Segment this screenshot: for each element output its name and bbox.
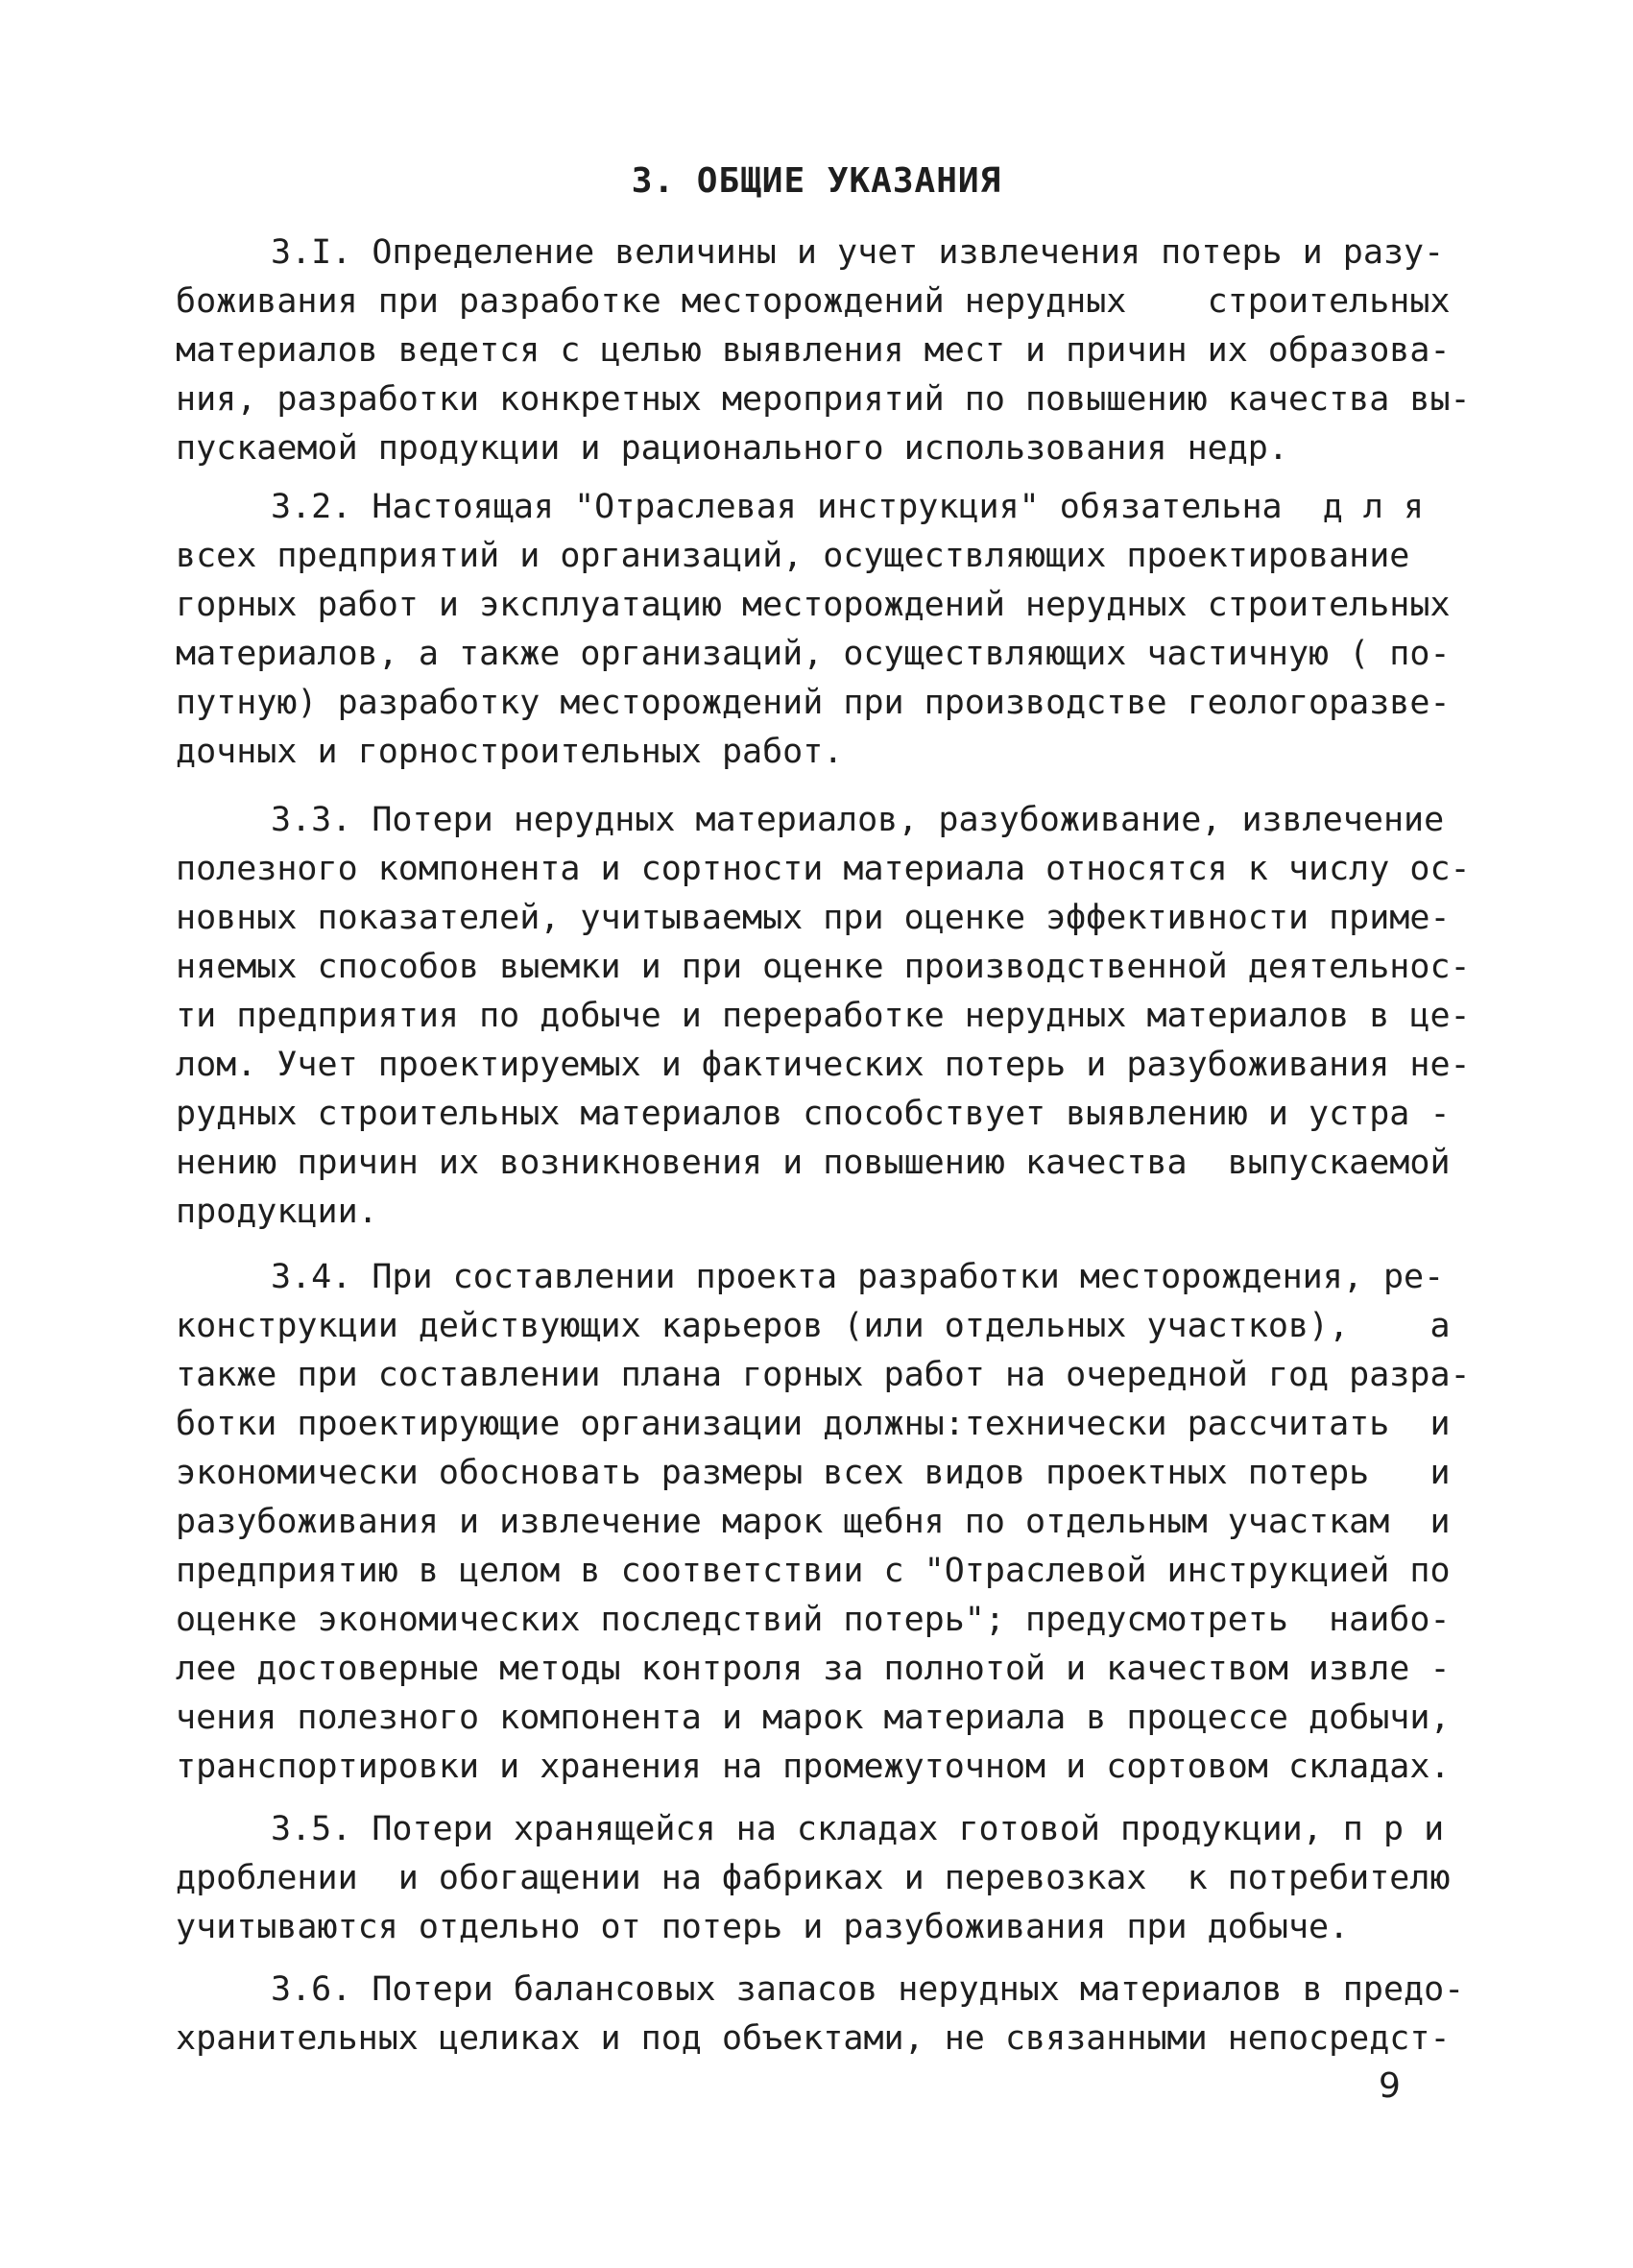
section-heading: 3. ОБЩИЕ УКАЗАНИЯ (631, 161, 1002, 201)
text-line: ботки проектирующие организации должны:технически рассчитать и (176, 1405, 1451, 1443)
text-line: лее достоверные методы контроля за полнотой и качеством извле - (176, 1650, 1451, 1688)
text-line: разубоживания и извлечение марок щебня по отдельным участкам и (176, 1503, 1451, 1541)
text-line: полезного компонента и сортности материала относятся к числу ос- (176, 850, 1471, 888)
text-line: новных показателей, учитываемых при оценке эффективности приме- (176, 899, 1451, 937)
text-line: ти предприятия по добыче и переработке нерудных материалов в це- (176, 997, 1471, 1035)
text-line: предприятию в целом в соответствии с "Отраслевой инструкцией по (176, 1552, 1451, 1590)
text-line: оценке экономических последствий потерь"; предусмотреть наибо- (176, 1601, 1451, 1639)
text-line: дроблении и обогащении на фабриках и перевозках к потребителю (176, 1859, 1451, 1897)
text-line: путную) разработку месторождений при производстве геологоразве- (176, 684, 1451, 722)
text-line: 3.4. При составлении проекта разработки месторождения, ре- (271, 1258, 1445, 1296)
text-line: нению причин их возникновения и повышению качества выпускаемой (176, 1144, 1451, 1182)
text-line: чения полезного компонента и марок материала в процессе добычи, (176, 1699, 1451, 1737)
text-line: ния, разработки конкретных мероприятий по повышению качества вы- (176, 380, 1471, 419)
text-line: горных работ и эксплуатацию месторождений нерудных строительных (176, 586, 1451, 624)
text-line: лом. Учет проектируемых и фактических потерь и разубоживания не- (176, 1046, 1471, 1084)
text-line: рудных строительных материалов способствует выявлению и устра - (176, 1095, 1451, 1133)
text-line: 3.5. Потери хранящейся на складах готовой продукции, п р и (271, 1810, 1445, 1848)
page-number: 9 (1379, 2066, 1401, 2106)
text-line: боживания при разработке месторождений нерудных строительных (176, 282, 1451, 321)
text-line: 3.I. Определение величины и учет извлечения потерь и разу- (271, 233, 1445, 272)
text-line: конструкции действующих карьеров (или отдельных участков), а (176, 1307, 1451, 1345)
text-line: продукции. (176, 1193, 378, 1231)
text-line: хранительных целиках и под объектами, не связанными непосредст- (176, 2019, 1451, 2058)
text-line: 3.6. Потери балансовых запасов нерудных материалов в предо- (271, 1970, 1465, 2009)
text-line: няемых способов выемки и при оценке производственной деятельнос- (176, 948, 1471, 986)
text-line: экономически обосновать размеры всех видов проектных потерь и (176, 1454, 1451, 1492)
text-line: пускаемой продукции и рационального использования недр. (176, 429, 1288, 468)
text-line: материалов, а также организаций, осуществляющих частичную ( по- (176, 635, 1451, 673)
text-line: 3.3. Потери нерудных материалов, разубоживание, извлечение (271, 801, 1445, 839)
text-line: всех предприятий и организаций, осуществляющих проектирование (176, 537, 1410, 575)
text-line: также при составлении плана горных работ на очередной год разра- (176, 1356, 1471, 1394)
text-line: учитываются отдельно от потерь и разубоживания при добыче. (176, 1908, 1350, 1946)
text-line: дочных и горностроительных работ. (176, 733, 844, 771)
text-line: 3.2. Настоящая "Отраслевая инструкция" обязательна д л я (271, 488, 1425, 526)
text-line: материалов ведется с целью выявления мест и причин их образова- (176, 331, 1451, 370)
text-line: транспортировки и хранения на промежуточном и сортовом складах. (176, 1748, 1451, 1786)
